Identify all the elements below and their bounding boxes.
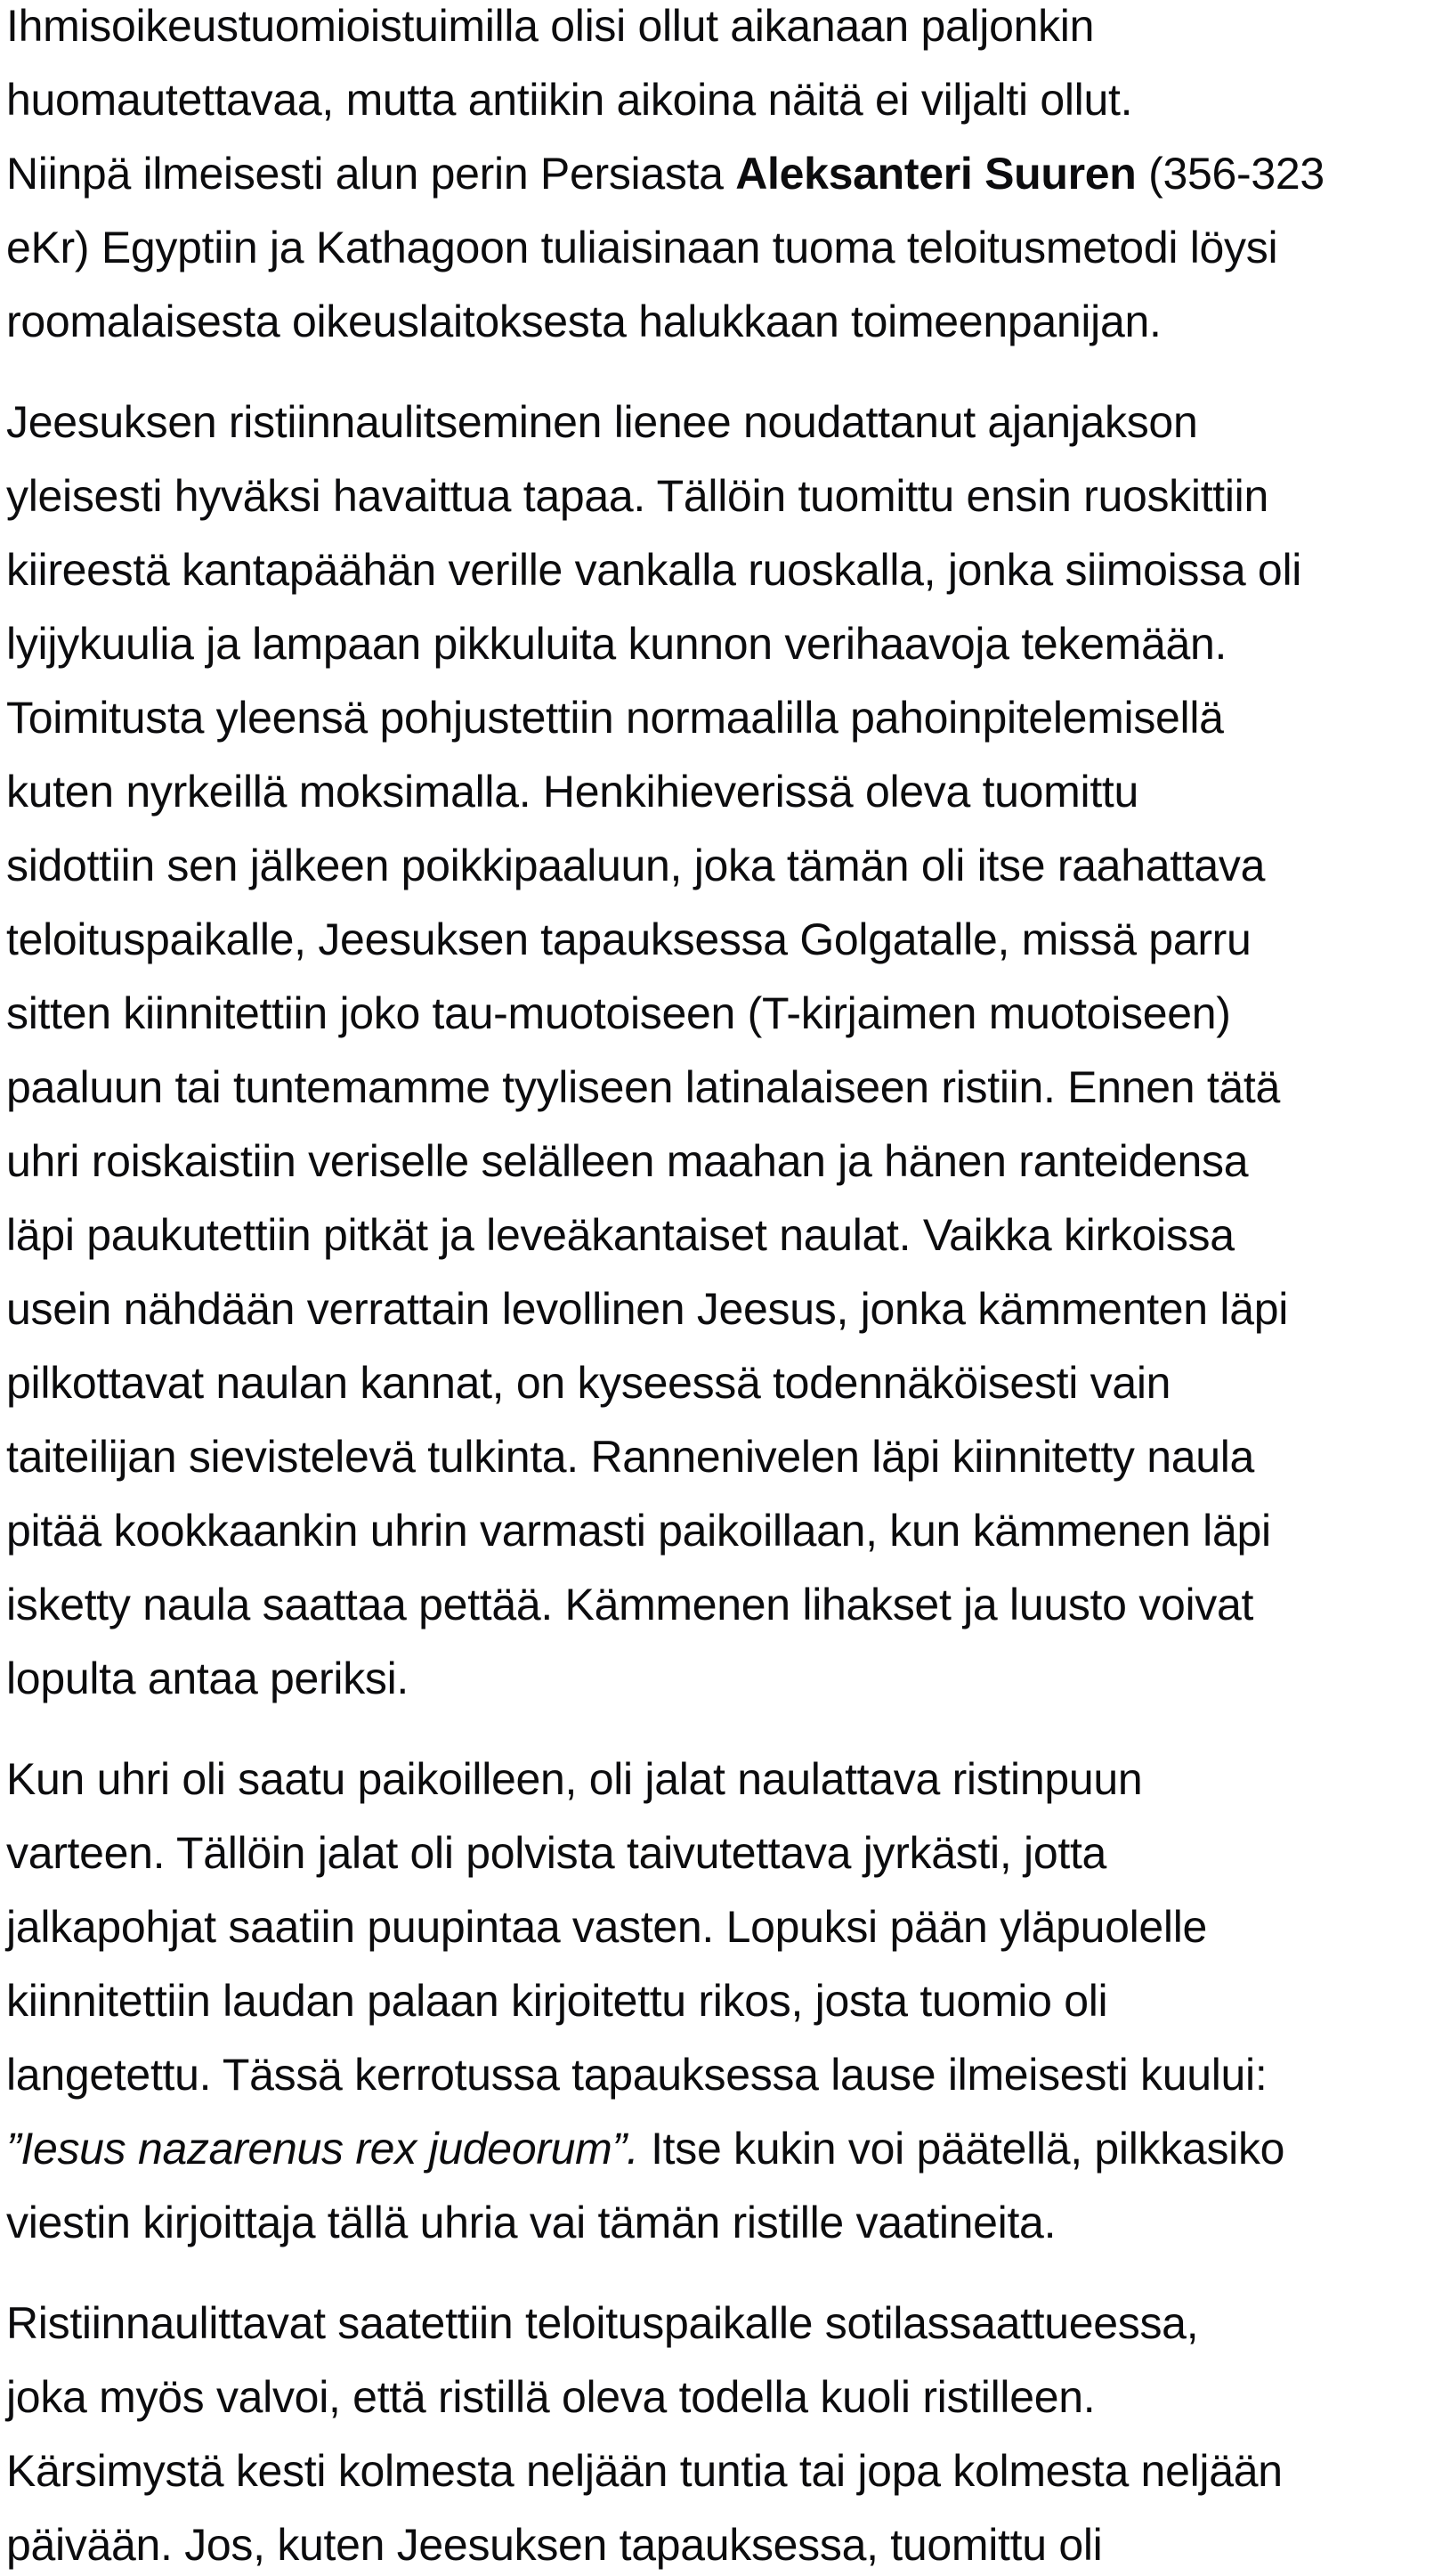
text-line [6,211,1433,285]
text-run: pitää kookkaankin uhrin varmasti paikoillaan, kun kämmenen läpi [6,1506,1271,1556]
text-line [6,2508,1433,2576]
text-line [6,1890,1433,1964]
text-run: kiireestä kantapäähän verille vankalla ruoskalla, jonka siimoissa oli [6,545,1302,595]
text-line [6,533,1433,607]
text-run: huomautettavaa, mutta antiikin aikoina näitä ei viljalti ollut. [6,75,1133,125]
text-line [6,1642,1433,1716]
text-run-italic: ”Iesus nazarenus rex judeorum”. [6,2124,639,2174]
text-line [6,2361,1433,2434]
text-line [6,137,1433,211]
text-line [6,1272,1433,1346]
text-run: Ihmisoikeustuomioistuimilla olisi ollut aikanaan paljonkin [6,1,1095,51]
text-run: pilkottavat naulan kannat, on kyseessä todennäköisesti vain [6,1358,1171,1408]
text-line [6,1051,1433,1125]
text-line [6,2112,1433,2186]
text-line [6,903,1433,977]
text-line [6,1199,1433,1272]
text-run: sidottiin sen jälkeen poikkipaaluun, joka tämän oli itse raahattava [6,841,1266,890]
text-run: lopulta antaa periksi. [6,1654,409,1703]
text-line [6,285,1433,359]
paragraph-1 [6,0,1433,359]
text-line [6,2038,1433,2112]
text-line [6,1743,1433,1816]
text-line [6,63,1433,137]
paragraph-2 [6,386,1433,1716]
text-run: päivään. Jos, kuten Jeesuksen tapauksessa, tuomittu oli [6,2520,1103,2570]
text-line [6,1346,1433,1420]
text-run: roomalaisesta oikeuslaitoksesta halukkaan toimeenpanijan. [6,297,1162,346]
text-line [6,977,1433,1051]
text-run: läpi paukutettiin pitkät ja leveäkantaiset naulat. Vaikka kirkoissa [6,1210,1235,1260]
text-run: taiteilijan sievistelevä tulkinta. Rannenivelen läpi kiinnitetty naula [6,1432,1255,1482]
text-run: teloituspaikalle, Jeesuksen tapauksessa Golgatalle, missä parru [6,914,1252,964]
text-run: Toimitusta yleensä pohjustettiin normaalilla pahoinpitelemisellä [6,693,1224,743]
text-run: sitten kiinnitettiin joko tau-muotoiseen (T-kirjaimen muotoiseen) [6,988,1231,1038]
paragraph-3 [6,1743,1433,2260]
text-run: kuten nyrkeillä moksimalla. Henkihieverissä oleva tuomittu [6,767,1139,817]
text-run: isketty naula saattaa pettää. Kämmenen lihakset ja luusto voivat [6,1580,1254,1629]
text-run: eKr) Egyptiin ja Kathagoon tuliaisinaan tuoma teloitusmetodi löysi [6,223,1278,272]
text-run: uhri roiskaistiin veriselle selälleen maahan ja hänen ranteidensa [6,1136,1249,1186]
text-run: kiinnitettiin laudan palaan kirjoitettu rikos, josta tuomio oli [6,1976,1108,2026]
text-line [6,755,1433,829]
text-run: lyijykuulia ja lampaan pikkuluita kunnon verihaavoja tekemään. [6,619,1227,669]
text-run: yleisesti hyväksi havaittua tapaa. Tällöin tuomittu ensin ruoskittiin [6,471,1268,521]
text-run: jalkapohjat saatiin puupintaa vasten. Lopuksi pään yläpuolelle [6,1902,1208,1952]
text-run: (356-323 [1136,149,1325,199]
text-line [6,681,1433,755]
text-run: varteen. Tällöin jalat oli polvista taivutettava jyrkästi, jotta [6,1828,1107,1878]
text-run: Kärsimystä kesti kolmesta neljään tuntia tai jopa kolmesta neljään [6,2446,1283,2496]
text-line [6,0,1433,63]
text-line [6,1420,1433,1494]
text-line [6,2434,1433,2508]
text-line [6,459,1433,533]
text-run: usein nähdään verrattain levollinen Jeesus, jonka kämmenten läpi [6,1284,1289,1334]
text-run: paaluun tai tuntemamme tyyliseen latinalaiseen ristiin. Ennen tätä [6,1062,1281,1112]
text-line [6,607,1433,681]
text-line [6,1494,1433,1568]
text-run: Niinpä ilmeisesti alun perin Persiasta [6,149,736,199]
text-run: viestin kirjoittaja tällä uhria vai tämän ristille vaatineita. [6,2198,1057,2247]
text-run: langetettu. Tässä kerrotussa tapauksessa lause ilmeisesti kuului: [6,2050,1268,2100]
text-run: Kun uhri oli saatu paikoilleen, oli jalat naulattava ristinpuun [6,1754,1143,1804]
text-line [6,1125,1433,1199]
text-line [6,386,1433,459]
text-line [6,2287,1433,2361]
text-run: Jeesuksen ristiinnaulitseminen lienee noudattanut ajanjakson [6,397,1198,447]
text-line [6,1568,1433,1642]
text-run: Itse kukin voi päätellä, pilkkasiko [638,2124,1285,2174]
text-line [6,2186,1433,2260]
text-run: joka myös valvoi, että ristillä oleva todella kuoli ristilleen. [6,2372,1096,2422]
paragraph-4 [6,2287,1433,2576]
text-line [6,1816,1433,1890]
text-line [6,829,1433,903]
text-line [6,1964,1433,2038]
text-run-bold: Aleksanteri Suuren [735,149,1137,199]
text-run: Ristiinnaulittavat saatettiin teloituspaikalle sotilassaattueessa, [6,2298,1199,2348]
